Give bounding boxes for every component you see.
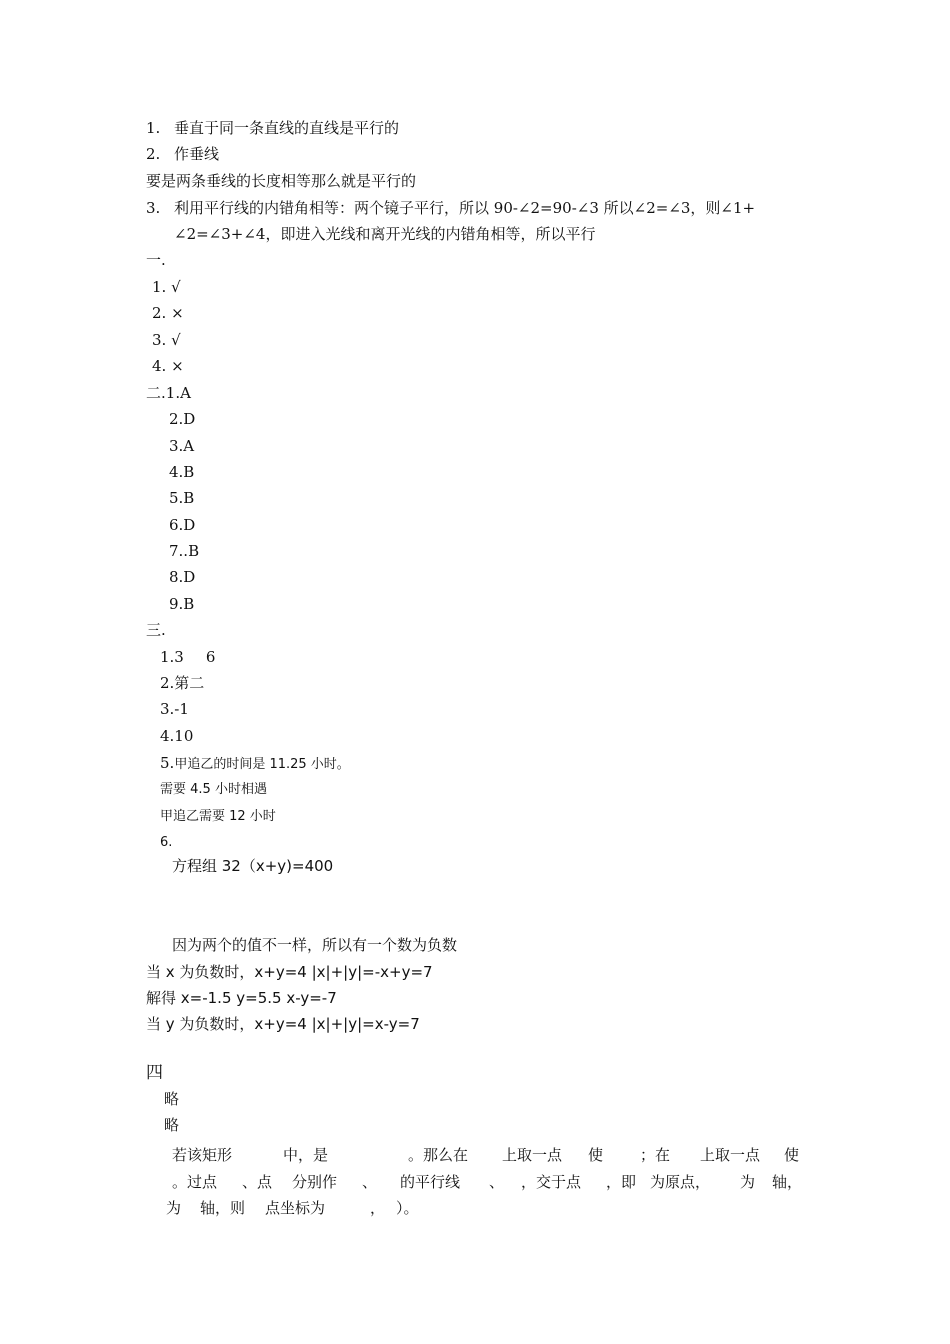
item-2: 2. 作垂线 <box>146 145 220 163</box>
s4-p1-1: 中，是 <box>283 1146 329 1164</box>
s4-p2-6: ，交于点 <box>521 1173 582 1191</box>
s2-item-2: 2.D <box>169 410 196 428</box>
s4-p1-6: 上取一点 <box>700 1146 761 1164</box>
s4-p2-0: 。过点 <box>172 1173 218 1191</box>
s4-p1-5: ；在 <box>640 1146 671 1164</box>
s4-p3-3: ， <box>370 1199 386 1217</box>
s4-p1-2: 。那么在 <box>408 1146 469 1164</box>
s3-item-4: 4.10 <box>160 727 194 745</box>
s4-p1-7: 使 <box>784 1146 800 1164</box>
item-3-line1: 3. 利用平行线的内错角相等：两个镜子平行，所以 90-∠2=90-∠3 所以∠2=∠3，则∠1+ <box>146 199 756 217</box>
s1-item-2: 2. × <box>152 304 184 322</box>
item-3-line2: ∠2=∠3+∠4，即进入光线和离开光线的内错角相等，所以平行 <box>174 225 596 243</box>
s2-item-6: 6.D <box>169 516 196 534</box>
s3-item-1: 1.3 6 <box>160 648 216 666</box>
s3-solution: 解得 x=-1.5 y=5.5 x-y=-7 <box>146 989 337 1007</box>
s3-item-6-equation: 方程组 32（x+y)=400 <box>172 857 334 875</box>
s3-case-x-negative: 当 x 为负数时，x+y=4 |x|+|y|=-x+y=7 <box>146 963 433 981</box>
s4-p3-2: 点坐标为 <box>265 1199 326 1217</box>
s3-item-5-line3: 甲追乙需要 12 小时 <box>160 809 276 824</box>
s4-p1-0: 若该矩形 <box>172 1146 233 1164</box>
s4-p2-2: 分别作 <box>292 1173 338 1191</box>
s2-item-4: 4.B <box>169 463 195 481</box>
s4-p3-1: 轴，则 <box>200 1199 246 1217</box>
s2-item-9: 9.B <box>169 595 195 613</box>
s4-p2-3: 、 <box>362 1173 378 1191</box>
s4-p3-0: 为 <box>166 1199 182 1217</box>
s3-reason: 因为两个的值不一样，所以有一个数为负数 <box>172 936 458 954</box>
s3-item-5: 5.甲追乙的时间是 11.25 小时。 <box>160 754 350 772</box>
s2-item-5: 5.B <box>169 489 195 507</box>
s4-p2-4: 的平行线 <box>400 1173 461 1191</box>
s4-p2-8: 为原点， <box>650 1173 711 1191</box>
s1-item-3: 3. √ <box>152 331 181 349</box>
s4-p3-4: ）。 <box>396 1199 419 1217</box>
s4-p2-7: ，即 <box>606 1173 637 1191</box>
s3-item-5-line2: 需要 4.5 小时相遇 <box>160 782 267 797</box>
s3-item-3: 3.-1 <box>160 700 189 718</box>
section-4-heading: 四 <box>146 1063 163 1083</box>
s1-item-1: 1. √ <box>152 278 181 296</box>
s4-item-1: 略 <box>164 1090 180 1108</box>
s4-p1-4: 使 <box>588 1146 604 1164</box>
item-1: 1. 垂直于同一条直线的直线是平行的 <box>146 119 400 137</box>
s3-item-6-num: 6. <box>160 835 173 850</box>
s4-p2-1: 、点 <box>242 1173 273 1191</box>
s2-item-7: 7..B <box>169 542 200 560</box>
section-2-heading: 二.1.A <box>146 384 191 402</box>
s4-p2-5: 、 <box>489 1173 505 1191</box>
section-1-heading: 一. <box>146 251 166 269</box>
s2-item-3: 3.A <box>169 437 195 455</box>
s3-item-2: 2.第二 <box>160 674 205 692</box>
section-3-heading: 三. <box>146 621 166 639</box>
s3-case-y-negative: 当 y 为负数时，x+y=4 |x|+|y|=x-y=7 <box>146 1015 420 1033</box>
s2-item-8: 8.D <box>169 568 196 586</box>
s1-item-4: 4. × <box>152 357 184 375</box>
s4-item-2: 略 <box>164 1116 180 1134</box>
s4-p2-10: 轴， <box>772 1173 803 1191</box>
item-2-note: 要是两条垂线的长度相等那么就是平行的 <box>146 172 417 190</box>
s4-p2-9: 为 <box>740 1173 756 1191</box>
s4-p1-3: 上取一点 <box>502 1146 563 1164</box>
